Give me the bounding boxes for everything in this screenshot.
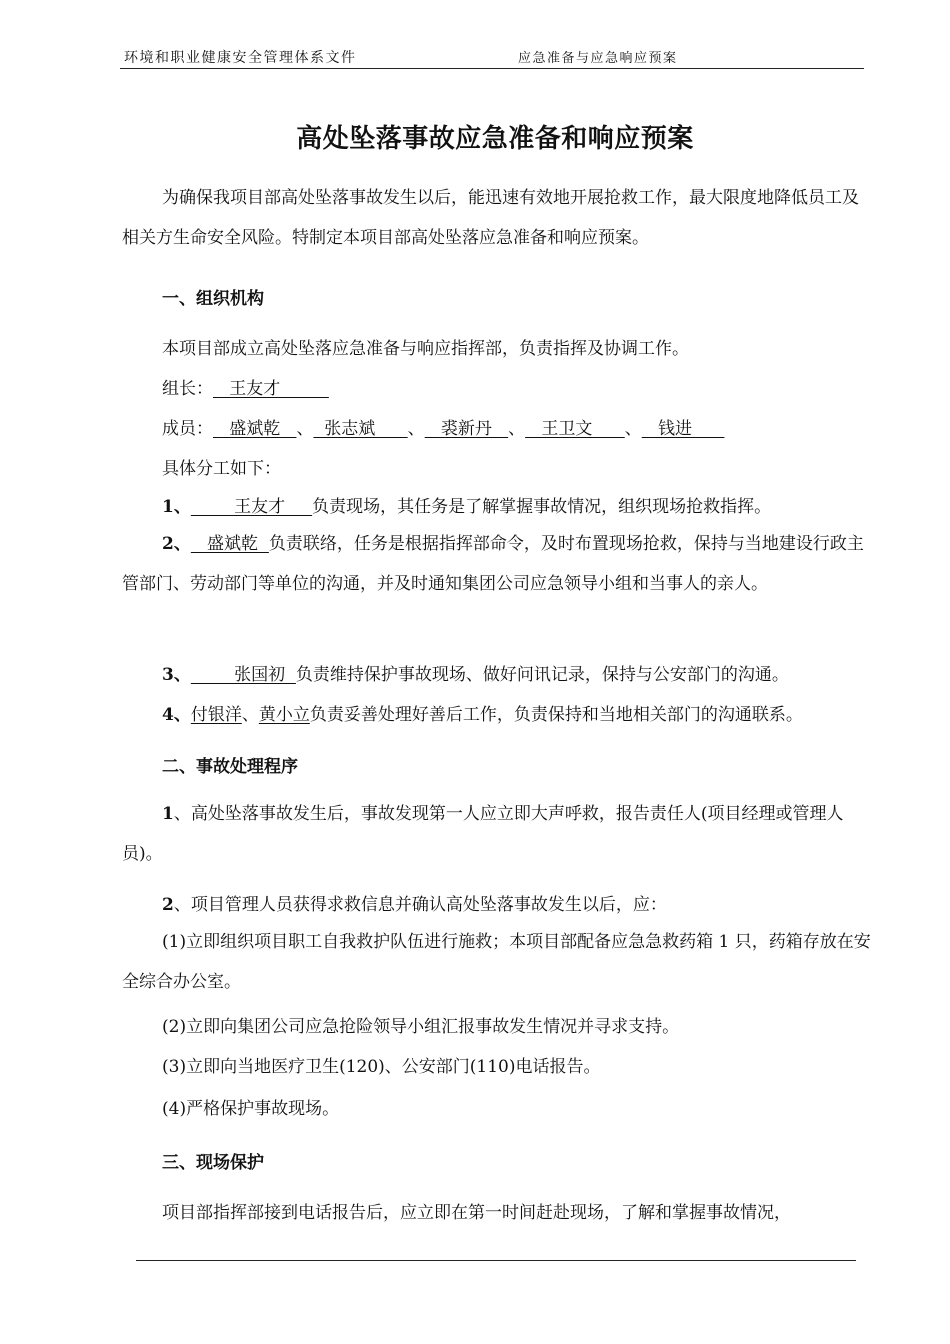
org-intro: 本项目部成立高处坠落应急准备与响应指挥部，负责指挥及协调工作。 [162,339,689,359]
duty-text: 负责联络，任务是根据指挥部命令，及时布置现场抢救，保持与当地建设行政主管部门、劳动部门等单位的沟通，并及时通知集团公司应急领导小组和当事人的亲人。 [122,534,864,594]
member-name: 王卫文 [525,419,625,439]
member-separator: 、 [407,419,425,439]
leader-label: 组长： [162,379,213,399]
section-1-heading: 一、组织机构 [162,289,264,309]
member-name: 裘新丹 [424,419,509,439]
sub-step: (4)严格保护事故现场。 [162,1099,340,1119]
member-name: 钱进 [641,419,725,439]
duty-number-suffix: 、 [173,497,191,517]
sub-step: (1)立即组织项目职工自我救护队伍进行施救；本项目部配备应急急救药箱 1 只，药箱存放在安全综合办公室。 [122,932,871,992]
duty-person: 盛斌乾 [190,534,269,554]
duty-person: 王友才 [190,497,313,517]
procedure-step-1 [122,794,872,874]
duty-item [122,660,872,685]
section-2-heading: 二、事故处理程序 [162,757,298,777]
duty-number: 4 [162,705,174,725]
member-name: 张志斌 [313,419,408,439]
duty-person: 张国初 [190,665,296,685]
page-header [120,42,864,69]
footer-rule [136,1260,856,1261]
step-number: 1 [162,804,174,824]
duty-number: 2 [162,534,174,554]
duty-number-suffix: 、 [173,665,191,685]
intro-paragraph: 为确保我项目部高处坠落事故发生以后，能迅速有效地开展抢救工作，最大限度地降低员工及相关方生命安全风险。特制定本项目部高处坠落应急准备和响应预案。 [122,188,859,248]
duty-number: 1 [162,497,174,517]
division-label: 具体分工如下： [162,459,281,479]
duty-number-suffix: 、 [173,534,191,554]
header-right-text: 应急准备与应急响应预案 [518,51,678,66]
members-label: 成员： [162,419,213,439]
duty-number: 3 [162,665,174,685]
sub-step: (3)立即向当地医疗卫生(120)、公安部门(110)电话报告。 [162,1057,601,1077]
duty-text: 负责妥善处理好善后工作，负责保持和当地相关部门的沟通联系。 [309,705,803,725]
member-separator: 、 [296,419,314,439]
step-number: 2 [162,895,174,915]
duty-item [122,492,872,517]
duty-person: 黄小立 [258,705,310,725]
document-title: 高处坠落事故应急准备和响应预案 [296,124,694,154]
member-name: 盛斌乾 [213,419,297,439]
member-separator: 、 [508,419,526,439]
header-left-text: 环境和职业健康安全管理体系文件 [124,50,357,66]
duty-item [122,524,872,604]
procedure-step-2 [122,890,872,915]
duty-text: 负责现场，其任务是了解掌握事故情况，组织现场抢救指挥。 [312,497,772,517]
duty-person: 付银洋 [190,705,242,725]
leader-line [122,374,872,399]
scene-protection-paragraph: 项目部指挥部接到电话报告后，应立即在第一时间赶赴现场，了解和掌握事故情况， [162,1203,791,1223]
member-separator: 、 [241,705,259,725]
section-3-heading: 三、现场保护 [162,1153,264,1173]
members-line [122,414,872,439]
step-text: 、高处坠落事故发生后，事故发现第一人应立即大声呼救，报告责任人(项目经理或管理人员)。 [122,804,844,864]
leader-name: 王友才 [213,379,329,399]
duty-text: 负责维持保护事故现场、做好问讯记录，保持与公安部门的沟通。 [295,665,789,685]
duty-item [122,700,872,725]
duty-number-suffix: 、 [173,705,191,725]
member-separator: 、 [624,419,642,439]
sub-step: (2)立即向集团公司应急抢险领导小组汇报事故发生情况并寻求支持。 [162,1017,680,1037]
step-text: 、项目管理人员获得求救信息并确认高处坠落事故发生以后，应： [173,895,667,915]
